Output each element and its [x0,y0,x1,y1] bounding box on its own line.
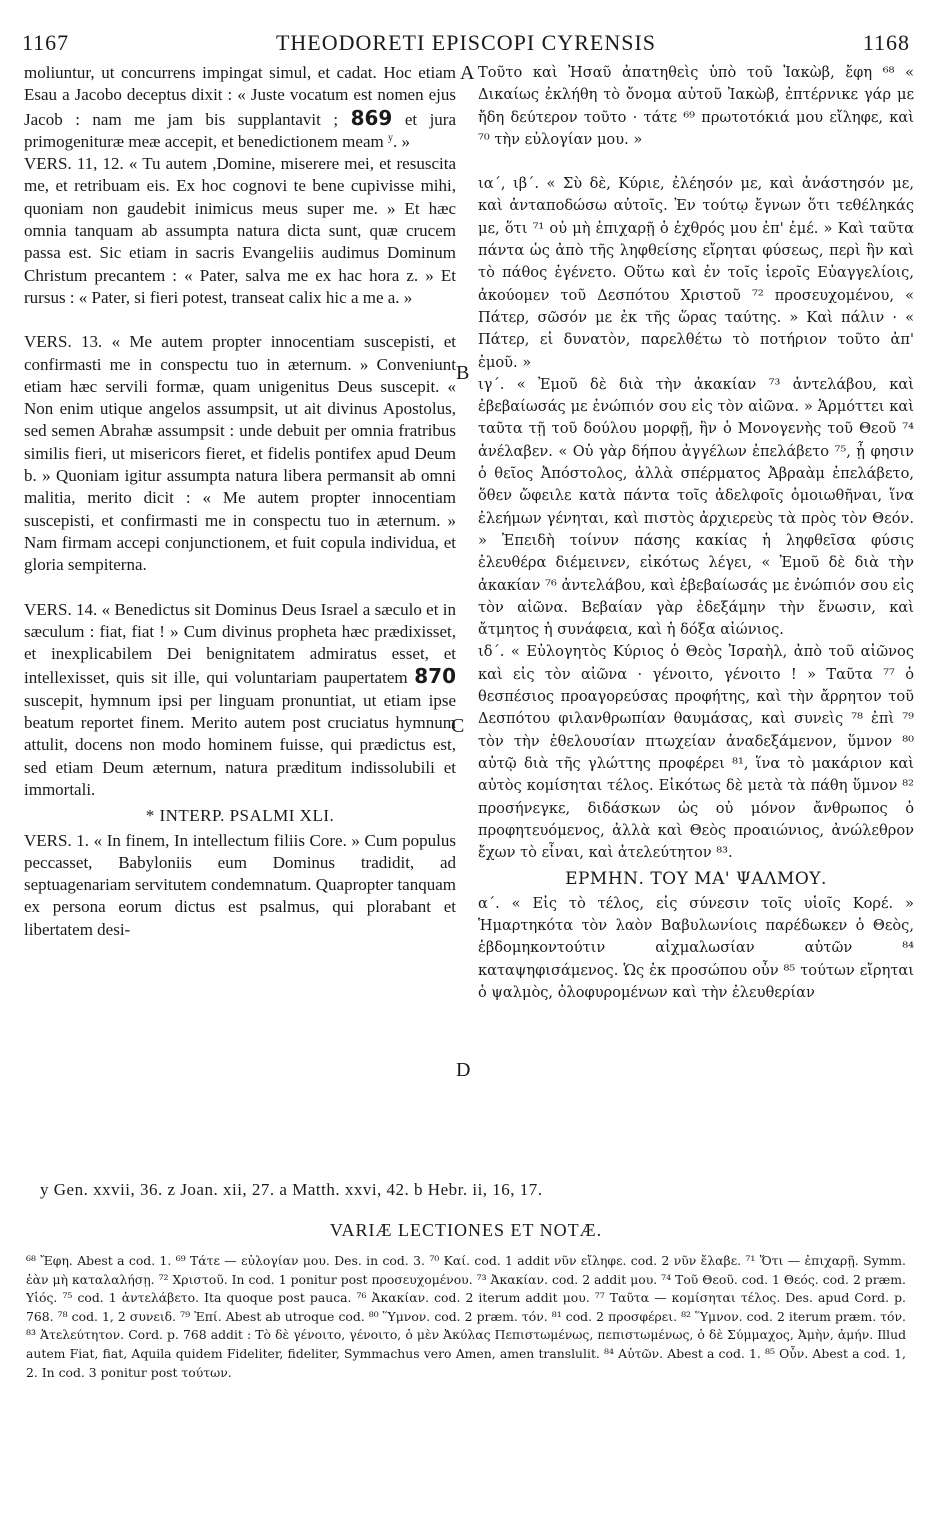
greek-column [478,62,914,1004]
greek-paragraph-5: α΄. « Εἰς τὸ τέλος, εἰς σύνεσιν τοῖς υἱοῖς Κορέ. » Ἡμαρτηκότα τὸν λαὸν Βαβυλωνίοις παρέδωκεν ὁ Θεὸς, ἑβδομηκοντούτιν αἰχμαλωσίαν αὐτῶν ⁸⁴ καταψηφισάμενος. Ὡς ἐκ προσώπου οὖν ⁸⁵ τούτων εἴρηται ὁ ψαλμὸς, ὀλοφυρομένων καὶ τὴν ἐλευθερίαν [478,894,914,1001]
greek-section-heading: ΕΡΜΗΝ. ΤΟΥ ΜΑ' ΨΑΛΜΟΥ. [565,869,827,890]
latin-paragraph-2: VERS. 11, 12. « Tu autem ,Domine, miserere mei, et resuscita me, et retribuam eis. Ex hoc cognovi te bene cupivisse mihi, quoniam non gaudebit inimicus meus super me. » Et hæc omnia tanquam ab assumpta natura dicta sunt, quæ crucem passa est. Sic etiam in sacris Evangeliis audimus Dominum Christum precantem : « Pater, salva me ex hac hora z. » Et rursus : « Pater, si fieri potest, transeat calix hic a me a. » [24,154,456,307]
latin-paragraph-1: moliuntur, ut concurrens impingat simul, et cadat. Hoc etiam Esau a Jacobo deceptus dixit : « Juste vocatum est nomen ejus Jacob : nam me jam bis supplantavit ; 869 et jura primogenituræ meæ accepit, et benedictionem meam $^y$. » [24,63,457,151]
latin-paragraph-3: VERS. 13. « Me autem propter innocentiam suscepisti, et confirmasti me in conspectu tuo in æternum. » Conveniunt etiam hæc servili formæ, quam unigenitus Deus suscepit. « Non enim utique angelos assumpsit, ut ait divinus Apostolus, sed semen Abrahæ assumpsit : unde debuit per omnia fratribus similis fieri, ut misericors fieret, et fidelis pontifex apud Deum b. » Quoniam igitur assumpta natura libera permansit ab omni malitia, merito dicit : « Me autem propter innocentiam suscepisti, et confirmasti me in conspectu tuo in æternum. » Nam firmam accepi conjunctionem, et fuit copula individua, et gloria sempiterna. [24,332,456,575]
latin-paragraph-5: VERS. 1. « In finem, In intellectum filiis Core. » Cum populus peccasset, Babyloniis eum Dominus tradidit, ad septuagenariam servitutem condemnatum. Quapropter tanquam ex persona eorum dictus est psalmus, qui plorabant et libertatem desi- [24,830,456,939]
greek-paragraph-3: ιγ΄. « Ἐμοῦ δὲ διὰ τὴν ἀκακίαν ⁷³ ἀντελάβου, καὶ ἐβεβαίωσάς με ἐνώπιόν σου εἰς τὸν αἰῶνα. » Ἁρμόττει καὶ ταῦτα τῇ τοῦ δούλου μορφῇ, ἣν ὁ Μονογενὴς τοῦ Θεοῦ ⁷⁴ ἀνέλαβεν. « Οὐ γὰρ δήπου ἀγγέλων ἐπελάβετο ⁷⁵, ᾗ φησιν ὁ θεῖος Ἀπόστολος, ἀλλὰ σπέρματος Ἀβραὰμ ἐπελάβετο, ὅθεν ὤφειλε κατὰ πάντα τοῖς ἀδελφοῖς ὁμοιωθῆναι, ἵνα ἐλεήμων γένηται, καὶ πιστὸς ἀρχιερεὺς τὰ πρὸς τὸν Θεόν. » Ἐπειδὴ τοίνυν πάσης κακίας ἡ ληφθεῖσα φύσις ἐλευθέρα διέμεινεν, εἰκότως λέγει, « Ἐμοῦ δὲ διὰ τὴν ἀκακίαν ⁷⁶ ἀντελάβου, καὶ ἐβεβαίωσάς με ἐνώπιόν σου εἰς τὸν αἰῶνα. Βεβαίαν γὰρ ἐδεξάμην τὴν ἕνωσιν, καὶ ἄτμητος ἡ συνάφεια, καὶ ἡ δόξα αἰώνιος. [478,375,914,639]
latin-paragraph-4: VERS. 14. « Benedictus sit Dominus Deus Israel a sæculo et in sæculum : fiat, fiat ! » Cum divinus propheta hæc prædixisset, et inexplicabilem Dei benignitatem admiratus esset, et intellexisset, quis sit ille, qui voluntariam paupertatem 870 suscepit, hymnum ipsi per linguam pronuntiat, ut etiam ipse beatum reportet finem. Merito autem post cruciatus hymnum attulit, docens non modo hominem fuisse, qui prædictus est, sed etiam Deum æternum, natura præditum indissolubili et immortali. [24,599,457,799]
column-number-869: 869 [350,105,393,130]
column-number-870: 870 [414,664,457,689]
greek-paragraph-1: Τοῦτο καὶ Ἠσαῦ ἀπατηθεὶς ὑπὸ τοῦ Ἰακὼβ, ἔφη ⁶⁸ « Δικαίως ἐκλήθη τὸ ὄνομα αὐτοῦ Ἰακὼβ, ἐπτέρνικε γάρ με ἤδη δεύτερον τοῦτο · τάτε ⁶⁹ πρωτοτόκιά μου εἴληφε, καὶ ⁷⁰ τὴν εὐλογίαν μου. » [478,64,914,148]
latin-section-heading: * INTERP. PSALMI XLI. [145,806,335,826]
page-number-left: 1167 [22,30,70,55]
margin-letter-b: B [456,362,470,384]
running-title: THEODORETI EPISCOPI CYRENSIS [275,30,657,55]
page-header [0,30,932,60]
latin-column [24,62,456,941]
notes-title: VARIÆ LECTIONES ET NOTÆ. [329,1220,603,1240]
margin-letter-c: C [451,715,465,737]
margin-letter-a: A [460,62,475,84]
page-number-right: 1168 [862,30,910,55]
variant-readings-notes: ⁶⁸ Ἔφη. Abest a cod. 1. ⁶⁹ Τάτε — εὐλογίαν μου. Des. in cod. 3. ⁷⁰ Καί. cod. 1 addit νῦν εἴληφε. cod. 2 νῦν ἔλαβε. ⁷¹ Ὅτι — ἐπιχαρῇ. Symm. ἐὰν μὴ καταλαλήσῃ. ⁷² Χριστοῦ. In cod. 1 ponitur post προσευχομένου. ⁷³ Ἀκακίαν. cod. 2 addit μου. ⁷⁴ Τοῦ Θεοῦ. cod. 1 Θεός. cod. 2 præm. Υἱός. ⁷⁵ cod. 1 ἀντελάβετο. Ita quoque post pauca. ⁷⁶ Ἀκακίαν. cod. 2 iterum addit μου. ⁷⁷ Ταῦτα — κομίσηται τέλος. Des. apud Cord. p. 768. ⁷⁸ cod. 1, 2 συνειδ. ⁷⁹ Ἐπί. Abest ab utroque cod. ⁸⁰ Ὕμνον. cod. 2 præm. τόν. ⁸¹ cod. 2 προσφέρει. ⁸² Ὕμνον. cod. 2 iterum præm. τόν. ⁸³ Ἀτελεύτητον. Cord. p. 768 addit : Τὸ δὲ γένοιτο, γένοιτο, ὁ μὲν Ἀκύλας Πεπιστωμένως, πεπιστωμένως, ὁ δὲ Σύμμαχος, Ἀμὴν, ἀμήν. Illud autem Fiat, fiat, Aquila quidem Fideliter, fideliter, Symmachus vero Amen, amen translulit. ⁸⁴ Αὐτῶν. Abest a cod. 1. ⁸⁵ Οὖν. Abest a cod. 1, 2. In cod. 3 ponitur post τούτων. [26,1253,906,1380]
greek-paragraph-2: ια΄, ιβ΄. « Σὺ δὲ, Κύριε, ἐλέησόν με, καὶ ἀνάστησόν με, καὶ ἀνταποδώσω αὐτοῖς. Ἐν τούτῳ ἔγνων ὅτι τεθέληκάς με, ὅτι ⁷¹ οὐ μὴ ἐπιχαρῇ ὁ ἐχθρός μου ἐπ' ἐμέ. » Καὶ ταῦτα πάντα ὡς ἀπὸ τῆς ληφθείσης εἴρηται φύσεως, περὶ ἣν καὶ τὸ πάθος ἐγένετο. Οὕτω καὶ ἐν τοῖς ἱεροῖς Εὐαγγελίοις, ἀκούομεν τοῦ Δεσπότου Χριστοῦ ⁷² προσευχομένου, « Πάτερ, σῶσόν με ἐκ τῆς ὥρας ταύτης. » Καὶ πάλιν · « Πάτερ, εἰ δυνατὸν, παρελθέτω τὸ ποτήριον τοῦτο ἀπ' ἐμοῦ. » [478,175,914,371]
scripture-references: y Gen. xxvii, 36. z Joan. xii, 27. a Matth. xxvi, 42. b Hebr. ii, 16, 17. [40,1180,543,1199]
greek-paragraph-4: ιδ΄. « Εὐλογητὸς Κύριος ὁ Θεὸς Ἰσραὴλ, ἀπὸ τοῦ αἰῶνος καὶ εἰς τὸν αἰῶνα · γένοιτο, γένοιτο ! » Ταῦτα ⁷⁷ ὁ θεσπέσιος προαγορεύσας προφήτης, καὶ τὴν ἄρρητον τοῦ Δεσπότου φιλανθρωπίαν θαυμάσας, καὶ συνεὶς ⁷⁸ ἐπὶ ⁷⁹ τὸν τὴν ἐθελουσίαν πτωχείαν ἀναδεξάμενον, ὕμνον ⁸⁰ αὐτῷ διὰ τῆς γλώττης προφέρει ⁸¹, ἵνα τὸ μακάριον καὶ αὐτὸς κομίσηται τέλος. Εἰκότως δὲ μετὰ τὰ πάθη ὕμνον ⁸² προσήνεγκε, διδάσκων ὡς οὐ μόνον ἄνθρωπος ὁ προφητευόμενος, ἀλλὰ καὶ Θεὸς προαιώνιος, ἀνώλεθρον ἔχων τὸ εἶναι, καὶ ἀτελεύτητον ⁸³. [478,643,914,862]
margin-letter-d: D [456,1059,471,1081]
